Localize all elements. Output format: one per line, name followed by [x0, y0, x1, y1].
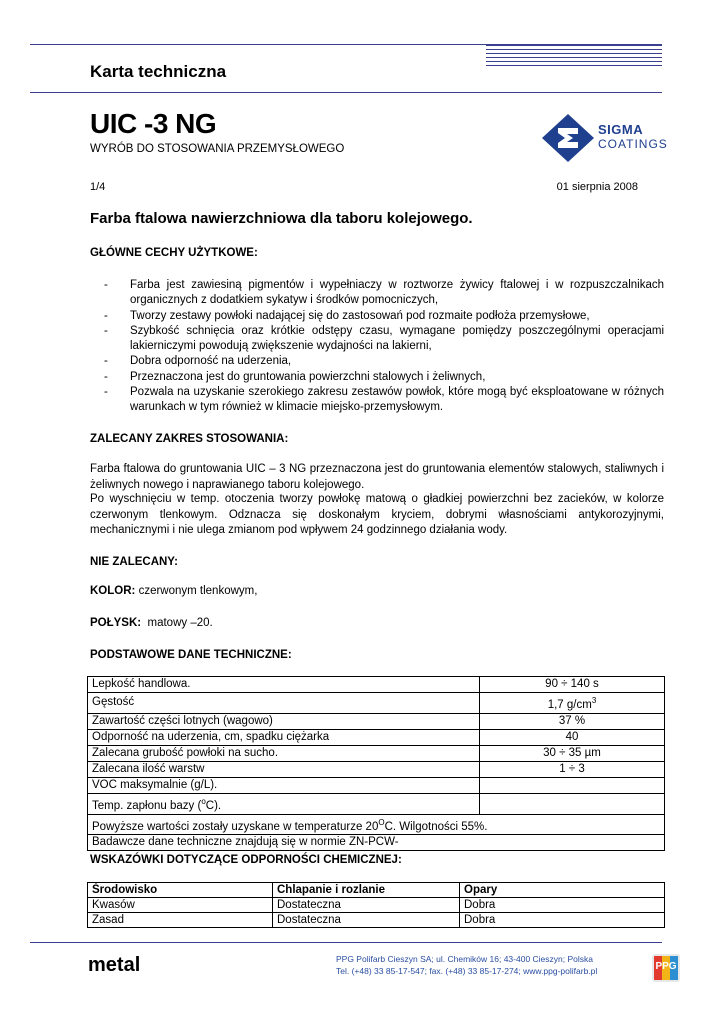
product-name: UIC -3 NG: [90, 108, 217, 139]
color-label: KOLOR:: [90, 585, 136, 597]
technical-heading: PODSTAWOWE DANE TECHNICZNE:: [90, 649, 292, 661]
list-item: - Szybkość schnięcia oraz krótkie odstępy czasu, wymagane pomiędzy poszczególnymi operacjami lakierniczymi powodują zwiększenie wydajności na lakierni,: [104, 324, 664, 353]
table-cell: Dobra: [460, 898, 665, 913]
chemical-resistance-table: [87, 882, 665, 928]
address-line-2: Tel. (+48) 33 85-17-547; fax. (+48) 33 85-17-274; www.ppg-polifarb.pl: [336, 966, 598, 976]
table-row: [88, 693, 665, 714]
table-note-row: [88, 835, 665, 851]
chemical-heading: WSKAZÓWKI DOTYCZĄCE ODPORNOŚCI CHEMICZNEJ:: [90, 854, 402, 866]
document-subject: Farba ftalowa nawierzchniowa dla taboru kolejowego.: [90, 210, 473, 227]
value-cell: 40: [480, 729, 665, 745]
header-stripes: [486, 45, 662, 69]
value-cell: 1 ÷ 3: [480, 761, 665, 777]
table-cell: Kwasów: [88, 898, 273, 913]
table-row: [88, 713, 665, 729]
doc-type-title: Karta techniczna: [90, 62, 227, 81]
features-heading: GŁÓWNE CECHY UŻYTKOWE:: [90, 247, 258, 259]
logo-line2: COATINGS: [598, 137, 668, 151]
usage-paragraph-1: Farba ftalowa do gruntowania UIC – 3 NG przeznaczona jest do gruntowania elementów stalowych, staliwnych i żeliwnych nowego i naprawianego taboru kolejowego.: [90, 463, 664, 491]
column-header: Opary: [460, 883, 665, 898]
param-cell: Zalecana grubość powłoki na sucho.: [88, 745, 480, 761]
color-value: czerwonym tlenkowym,: [138, 585, 258, 597]
value-cell: [480, 793, 665, 814]
features-list: [90, 278, 664, 416]
ppg-logo-text: PPG: [655, 961, 677, 972]
gloss-line: [90, 617, 213, 629]
value-cell: 1,7 $g/cm^3$: [480, 693, 665, 714]
footer-rule: [30, 942, 662, 943]
table-header-row: [88, 883, 665, 898]
product-subtitle: WYRÓB DO STOSOWANIA PRZEMYSŁOWEGO: [90, 143, 345, 155]
table-row: [88, 793, 665, 814]
table-row: [88, 745, 665, 761]
table-cell: Dostateczna: [273, 898, 460, 913]
table-row: [88, 913, 665, 928]
table-row: [88, 898, 665, 913]
usage-paragraph-2: Po wyschnięciu w temp. otoczenia tworzy powłokę matową o gładkiej powierzchni bez zacieków, w kolorze czerwonym tlenkowym. Odznacza się doskonałym kryciem, dobrymi własnościami antykorozyjnymi, mechanicznymi i nie ulega zmianom pod wpływem 24 godzinnego działania wody.: [90, 493, 664, 536]
param-cell: Lepkość handlowa.: [88, 677, 480, 693]
param-cell: Zalecana ilość warstw: [88, 761, 480, 777]
not-recommended-heading: NIE ZALECANY:: [90, 556, 178, 568]
table-row: [88, 777, 665, 793]
table-row: [88, 677, 665, 693]
column-header: Chlapanie i rozlanie: [273, 883, 460, 898]
list-item: - Pozwala na uzyskanie szerokiego zakresu zestawów powłok, które mogą być eksploatowane w różnych warunkach w tym również w klimacie miejsko-przemysłowym.: [104, 386, 664, 414]
list-item: - Farba jest zawiesiną pigmentów i wypełniaczy w roztworze żywicy ftalowej i w rozpuszczalnikach organicznych z dodatkiem sykatyw i środków pomocniczych,: [104, 279, 664, 307]
technical-data-table: [87, 676, 665, 851]
column-header: Środowisko: [88, 883, 273, 898]
ppg-logo: [652, 954, 680, 982]
table-cell: Dostateczna: [273, 913, 460, 928]
usage-heading: ZALECANY ZAKRES STOSOWANIA:: [90, 433, 289, 445]
gloss-label: POŁYSK:: [90, 617, 142, 629]
param-cell: Temp. zapłonu bazy ($^o$C).: [88, 793, 480, 814]
logo-line1: SIGMA: [598, 122, 644, 137]
color-line: [90, 585, 257, 597]
note-cell: Badawcze dane techniczne znajdują się w normie ZN-PCW-: [88, 835, 665, 851]
footer-address: [336, 953, 597, 977]
table-row: [88, 761, 665, 777]
param-cell: Odporność na uderzenia, cm, spadku ciężarka: [88, 729, 480, 745]
table-row: [88, 729, 665, 745]
value-cell: [480, 777, 665, 793]
value-cell: 90 ÷ 140 s: [480, 677, 665, 693]
list-item: - Dobra odporność na uderzenia,: [104, 355, 292, 368]
list-item: - Tworzy zestawy powłoki nadającej się do zastosowań pod rozmaite podłoża przemysłowe,: [104, 309, 590, 322]
value-cell: 37 %: [480, 713, 665, 729]
list-item: - Przeznaczona jest do gruntowania powierzchni stalowych i żeliwnych,: [104, 370, 486, 383]
sigma-coatings-logo: [540, 112, 680, 164]
note-cell: Powyższe wartości zostały uzyskane w temperaturze $20^OC$. Wilgotności 55%.: [88, 814, 665, 835]
param-cell: VOC maksymalnie (g/L).: [88, 777, 480, 793]
param-cell: Zawartość części lotnych (wagowo): [88, 713, 480, 729]
document-date: 01 sierpnia 2008: [556, 181, 638, 193]
table-cell: Zasad: [88, 913, 273, 928]
value-cell: 30 ÷ 35 µm: [480, 745, 665, 761]
table-cell: Dobra: [460, 913, 665, 928]
gloss-value: matowy –20.: [147, 617, 213, 629]
param-cell: Gęstość: [88, 693, 480, 714]
sigma-logo-icon: [540, 112, 596, 164]
table-note-row: [88, 814, 665, 835]
header-rule: [30, 92, 662, 93]
address-line-1: PPG Polifarb Cieszyn SA; ul. Chemików 16; 43-400 Cieszyn; Polska: [336, 954, 594, 964]
page-indicator: 1/4: [90, 181, 106, 193]
footer-brand: metal: [88, 954, 141, 976]
